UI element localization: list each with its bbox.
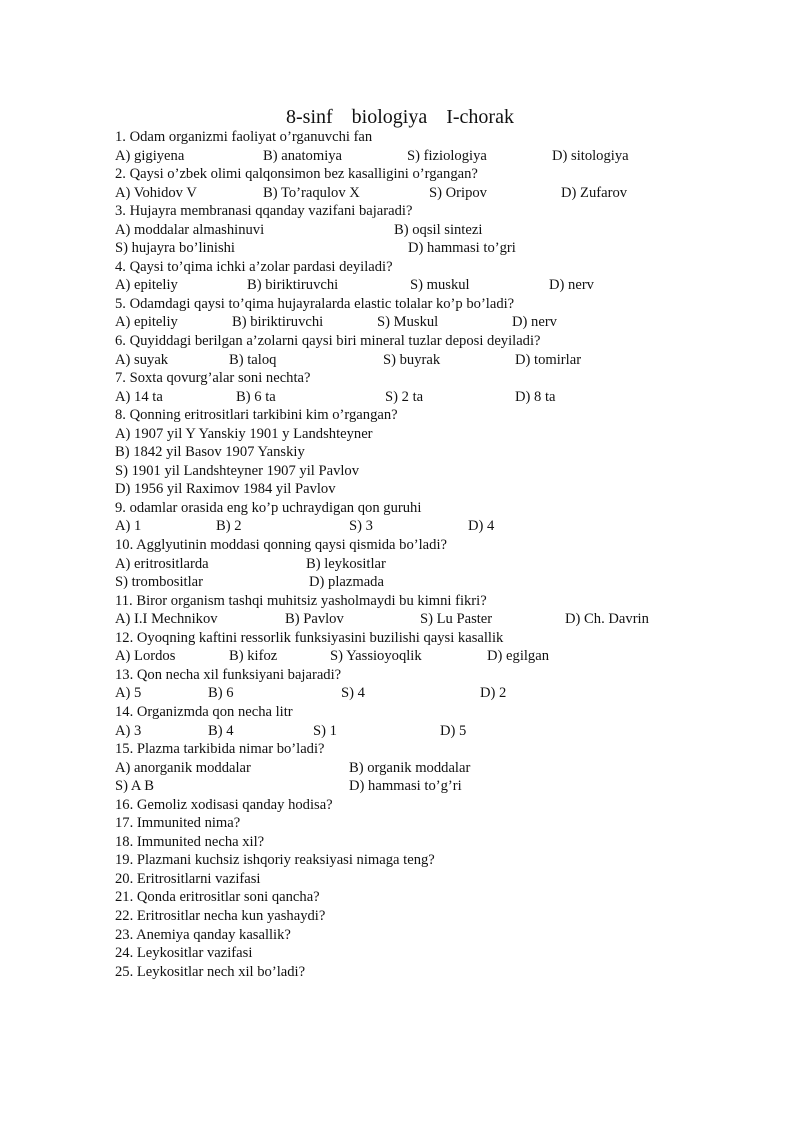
answer-option: D) plazmada [309,574,384,591]
question-text: 16. Gemoliz xodisasi qanday hodisa? [115,796,333,813]
answer-option: B) 2 [216,518,242,535]
question-text: 6. Quyiddagi berilgan a’zolarni qaysi biri mineral tuzlar deposi deyiladi? [115,333,541,350]
question-text: 8. Qonning eritrositlari tarkibini kim o’rgangan? [115,407,398,424]
answer-row [115,462,775,481]
answer-option: S) 1901 yil Landshteyner 1907 yil Pavlov [115,462,360,479]
answer-row [115,313,775,332]
answer-row [115,276,775,295]
answer-option: D) egilgan [487,648,550,665]
answer-row [115,184,775,203]
answer-option: A) Lordos [115,648,176,665]
answer-row [115,443,775,462]
question-text: 25. Leykositlar nech xil bo’ladi? [115,963,306,980]
answer-option: B) 4 [208,722,234,739]
answer-option: D) Zufarov [561,184,628,201]
answer-option: D) Ch. Davrin [565,611,649,628]
answer-row [115,573,775,592]
answer-option: B) To’raqulov X [263,184,360,201]
answer-option: S) buyrak [383,351,441,368]
answer-option: S) A B [115,778,154,795]
answer-option: D) hammasi to’g’ri [349,778,462,795]
answer-option: B) 6 [208,685,234,702]
question-text: 24. Leykositlar vazifasi [115,945,253,962]
question-text: 23. Anemiya qanday kasallik? [115,926,291,943]
question-text: 1. Odam organizmi faoliyat o’rganuvchi fan [115,129,373,145]
question-text: 12. Oyoqning kaftini ressorlik funksiyasini buzilishi qaysi kasallik [115,629,504,646]
answer-option: D) 8 ta [515,388,556,405]
answer-option: A) 3 [115,722,142,739]
answer-option: A) epiteliy [115,314,178,331]
question-text: 4. Qaysi to’qima ichki a’zolar pardasi deyiladi? [115,258,393,275]
question-text: 15. Plazma tarkibida nimar bo’ladi? [115,741,325,758]
answer-option: S) 1 [313,722,337,739]
answer-row [115,239,775,258]
answer-option: D) hammasi to’gri [408,240,516,257]
question-text: 20. Eritrositlarni vazifasi [115,870,261,887]
answer-option: A) eritrositlarda [115,555,209,572]
answer-option: A) suyak [115,351,169,368]
answer-option: D) 2 [480,685,507,702]
answer-option: A) Vohidov V [115,184,197,201]
answer-option: A) 1 [115,518,142,535]
answer-option: S) muskul [410,277,470,294]
question-text: 2. Qaysi o’zbek olimi qalqonsimon bez kasalligini o’rgangan? [115,166,478,183]
answer-option: D) 5 [440,722,467,739]
answer-option: A) 1907 yil Y Yanskiy 1901 y Landshteyner [115,425,373,442]
answer-row [115,351,775,370]
answer-option: S) Lu Paster [420,611,493,628]
answer-row [115,425,775,444]
question-text: 13. Qon necha xil funksiyani bajaradi? [115,666,342,683]
answer-option: B) Pavlov [285,611,344,628]
answer-option: D) tomirlar [515,351,582,368]
answer-row [115,722,775,741]
answer-row [115,517,775,536]
question-text: 10. Agglyutinin moddasi qonning qaysi qismida bo’ladi? [115,537,447,554]
answer-option: A) gigiyena [115,147,185,164]
answer-option: S) 4 [341,685,365,702]
answer-option: S) Yassioyoqlik [330,648,422,665]
question-text: 18. Immunited necha xil? [115,833,265,850]
answer-row [115,684,775,703]
answer-option: A) moddalar almashinuvi [115,221,265,238]
answer-option: S) trombositlar [115,574,203,591]
question-text: 3. Hujayra membranasi qqanday vazifani bajaradi? [115,203,413,220]
answer-option: A) anorganik moddalar [115,759,251,776]
answer-option: A) 5 [115,685,142,702]
page-title: 8-sinf biologiya I-chorak [286,106,514,128]
question-text: 22. Eritrositlar necha kun yashaydi? [115,907,326,924]
question-text: 21. Qonda eritrositlar soni qancha? [115,889,320,906]
answer-option: D) sitologiya [552,147,629,164]
answer-option: A) I.I Mechnikov [115,611,218,628]
answer-row [115,555,775,574]
answer-option: B) kifoz [229,648,278,665]
question-text: 19. Plazmani kuchsiz ishqoriy reaksiyasi nimaga teng? [115,852,435,869]
answer-option: B) organik moddalar [349,759,471,776]
answer-option: B) 6 ta [236,388,276,405]
answer-option: B) biriktiruvchi [247,277,339,294]
question-list [115,128,775,981]
question-text: 7. Soxta qovurg’alar soni nechta? [115,370,311,387]
answer-row [115,610,775,629]
answer-option: D) nerv [549,277,594,294]
answer-option: A) epiteliy [115,277,178,294]
answer-option: A) 14 ta [115,388,163,405]
answer-row [115,388,775,407]
answer-option: S) Oripov [429,184,487,201]
answer-option: S) 3 [349,518,373,535]
question-text: 9. odamlar orasida eng ko’p uchraydigan qon guruhi [115,499,422,516]
answer-option: B) anatomiya [263,147,343,164]
answer-option: S) fiziologiya [407,147,487,164]
answer-option: D) nerv [512,314,557,331]
answer-row [115,777,775,796]
answer-option: D) 4 [468,518,495,535]
answer-option: B) biriktiruvchi [232,314,324,331]
answer-option: B) 1842 yil Basov 1907 Yanskiy [115,444,305,461]
question-text: 17. Immunited nima? [115,815,241,832]
answer-row [115,647,775,666]
answer-option: D) 1956 yil Raximov 1984 yil Pavlov [115,481,336,498]
answer-option: B) leykositlar [306,555,386,572]
answer-option: S) Muskul [377,314,439,331]
answer-option: S) hujayra bo’linishi [115,240,235,257]
question-text: 11. Biror organism tashqi muhitsiz yasholmaydi bu kimni fikri? [115,592,487,609]
question-text: 5. Odamdagi qaysi to’qima hujayralarda elastic tolalar ko’p bo’ladi? [115,295,515,312]
answer-option: B) oqsil sintezi [394,221,483,238]
answer-option: S) 2 ta [385,388,424,405]
question-text: 14. Organizmda qon necha litr [115,703,293,720]
answer-row [115,221,775,240]
answer-option: B) taloq [229,351,277,368]
answer-row [115,759,775,778]
answer-row [115,480,775,499]
answer-row [115,147,775,166]
